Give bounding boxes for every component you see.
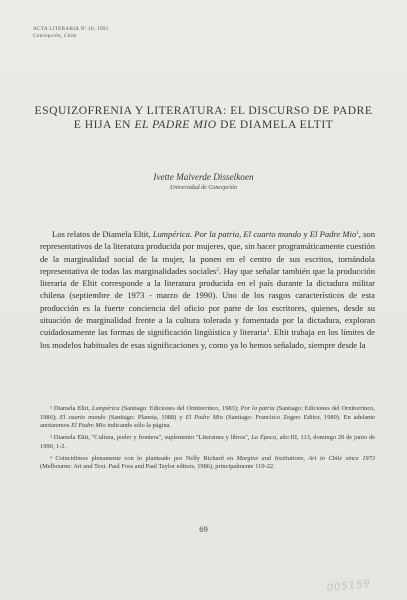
body-text-run: y: [301, 229, 310, 239]
page-number: 69: [199, 524, 208, 534]
body-text-run: . Eltit trabaja en los límites de los modelos habituales de esas significaciones y, como ya lo hemos señalado, siempre desde la: [40, 327, 375, 350]
footnote-italic: El Padre Mio: [71, 422, 106, 430]
journal-header: [33, 26, 109, 39]
footnote-text: ² Diamela Eltit, "Cultura, poder y frontera", suplemento "Literatura y libros",: [50, 434, 252, 442]
footnote-italic: Por la patria: [240, 405, 275, 412]
author-name: Ivette Malverde Disselkoen: [153, 172, 254, 182]
body-paragraph: [40, 228, 375, 351]
footnote-1: [40, 405, 375, 431]
footnotes: [40, 405, 375, 475]
footnote-italic: El cuarto mundo: [59, 413, 106, 421]
footnote-text: ³ Coincidimos plenamente con lo planteado por Nelly Richard en: [50, 454, 237, 462]
body-text-run: , son representativos de la literatura producida por mujeres, que, sin hacer programáticamente cuestión de la marginalidad social de la mujer, la ponen en el centro de sus escritos, tornándola representativa de todas las marginalidades sociales: [40, 229, 376, 276]
footnote-text: (Santiago: Ediciones del Ornitorrinco, 1983);: [119, 405, 241, 412]
body-text-run: . Hay que señalar también que la producción literaria de Eltit corresponde a la literatura producida en el país durante la dictadura militar chilena (septiembre de 1973 - marzo de 1990). Uno de los rasgos característicos de esta producción es la fuerte conciencia del oficio por parte de los escritores, quienes, desde su situación de marginalidad frente a la cultura tolerada y fomentada por la dictadura, exploran cuidadosamente las formas de significación lingüística y literaria: [40, 265, 375, 338]
footnote-italic: Margins and Institutions, Art in Chile since 1973: [236, 454, 375, 462]
journal-header-line-2: Concepción, Chile: [33, 32, 77, 39]
footnote-text: (Santiago: Francisco Zegers Editor, 1989). En adelante anotaremos: [40, 413, 375, 430]
title-part-2: DE DIAMELA ELTIT: [216, 118, 334, 132]
footnote-italic: El Padre Mio: [185, 413, 223, 421]
footnote-3: [40, 455, 375, 472]
body-text: [40, 228, 375, 351]
title-italic: EL PADRE MIO: [134, 118, 217, 132]
footnote-text: (Santiago: Ediciones del Ornitorrinco, 1986);: [40, 405, 375, 421]
footnote-text: ¹ Diamela Eltit,: [50, 405, 92, 412]
footnote-italic: Lumpérica: [91, 405, 120, 412]
footnote-italic: La Época: [251, 434, 277, 442]
footnote-text: (Melbourne: Art and Text. Paul Foss and Paul Taylor editors, 1986), principalmente 119-22.: [40, 463, 275, 471]
body-text-run: Los relatos de Diamela Eltit,: [52, 229, 153, 239]
footnote-2: [40, 434, 375, 451]
footnote-text: indicando sólo la página.: [105, 422, 172, 430]
article-title: [30, 104, 377, 132]
footnote-text: (Santiago: Planeta, 1988) y: [105, 413, 186, 421]
footnote-ref-1[interactable]: 1: [356, 231, 359, 236]
author-affiliation: Universidad de Concepción: [170, 185, 237, 191]
title-part-1: ESQUIZOFRENIA Y LITERATURA: EL DISCURSO DE PADRE E HIJA EN: [34, 104, 373, 132]
body-italic-run: El Padre Mio: [309, 229, 357, 239]
library-stamp: 005159: [326, 578, 372, 595]
footnote-ref-3[interactable]: 3: [266, 329, 270, 335]
body-italic-run: Lumpérica. Por la patria, El cuarto mundo: [152, 229, 302, 239]
footnote-ref-2[interactable]: 2: [216, 267, 219, 273]
footnote-text: , año III, 113, domingo 20 de junio de 1990, 1-2.: [40, 434, 375, 450]
journal-header-line-1: ACTA LITERARIA Nº 16, 1991: [33, 26, 109, 32]
